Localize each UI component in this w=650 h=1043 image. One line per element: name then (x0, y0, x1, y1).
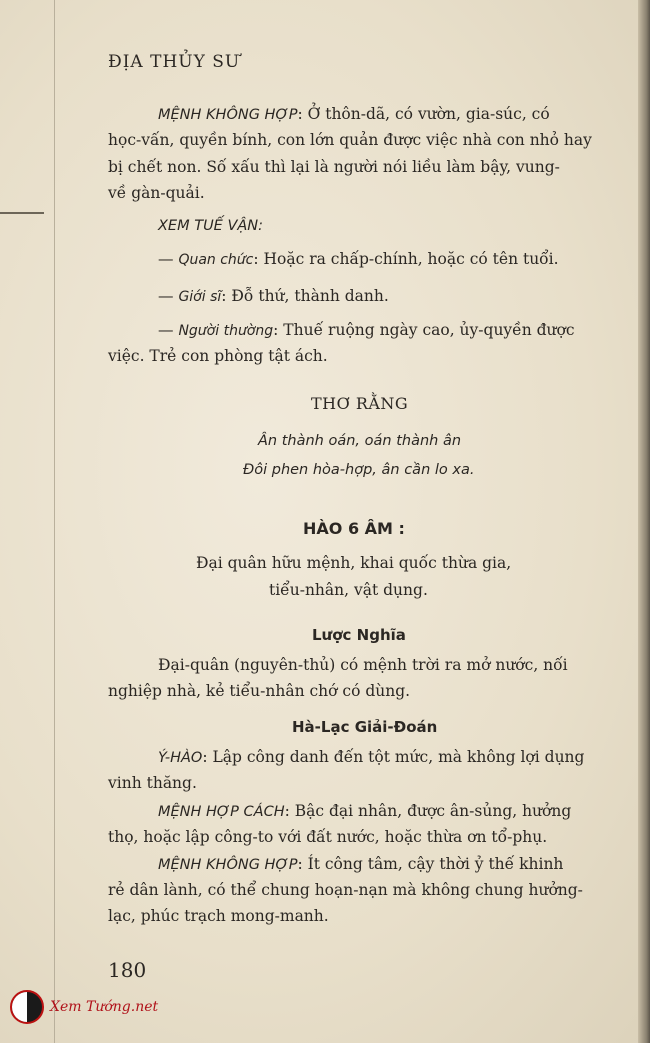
poem-line: Đôi phen hòa-hợp, ân cần lo xa. (243, 462, 475, 478)
subsection-title: XEM TUẾ VẬN: (158, 218, 264, 234)
page-number: 180 (108, 958, 147, 982)
page-fold-line (54, 0, 55, 1043)
paragraph-line: lạc, phúc trạch mong-manh. (108, 907, 329, 925)
paragraph-line: MỆNH KHÔNG HỢP: Ít công tâm, cậy thời ỷ thế khinh (158, 855, 564, 873)
paragraph-line: thọ, hoặc lập công-to với đất nước, hoặc thừa ơn tổ-phụ. (108, 828, 548, 846)
paragraph-line: MỆNH KHÔNG HỢP: Ở thôn-dã, có vườn, gia-súc, có (158, 105, 550, 123)
section-heading: Lược Nghĩa (312, 626, 406, 644)
section-heading: Hà-Lạc Giải-Đoán (292, 718, 438, 736)
list-item: — Quan chức: Hoặc ra chấp-chính, hoặc có tên tuổi. (158, 250, 559, 268)
verse-line: tiểu-nhân, vật dụng. (269, 581, 428, 599)
paragraph-line: vinh thăng. (108, 774, 197, 792)
watermark-text: Xem Tướng.net (50, 999, 159, 1015)
paragraph-line: học-vấn, quyền bính, con lớn quản được việc nhà con nhỏ hay (108, 131, 592, 149)
list-item: — Giới sĩ: Đỗ thứ, thành danh. (158, 287, 389, 305)
list-item: — Người thường: Thuế ruộng ngày cao, ủy-quyền được (158, 321, 575, 339)
section-heading: HÀO 6 ÂM : (303, 519, 405, 538)
running-title: ĐỊA THỦY SƯ (108, 52, 241, 72)
paragraph-line: Đại-quân (nguyên-thủ) có mệnh trời ra mở nước, nối (158, 656, 568, 674)
yin-yang-icon (10, 990, 44, 1024)
paragraph-line: rẻ dân lành, có thể chung hoạn-nạn mà không chung hưởng- (108, 881, 583, 899)
paragraph-line: việc. Trẻ con phòng tật ách. (108, 347, 328, 365)
paragraph-line: bị chết non. Số xấu thì lại là người nói liều làm bậy, vung- (108, 158, 560, 176)
binding-shadow (638, 0, 650, 1043)
paragraph-line: MỆNH HỢP CÁCH: Bậc đại nhân, được ân-sủng, hưởng (158, 802, 572, 820)
paragraph-line: về gàn-quải. (108, 184, 205, 202)
poem-title: THƠ RẰNG (311, 394, 409, 413)
verse-line: Đại quân hữu mệnh, khai quốc thừa gia, (196, 554, 512, 572)
site-logo[interactable] (10, 990, 158, 1024)
paragraph-line: nghiệp nhà, kẻ tiểu-nhân chớ có dùng. (108, 682, 411, 700)
margin-mark (0, 212, 44, 214)
poem-line: Ân thành oán, oán thành ân (258, 433, 462, 449)
section-label: MỆNH KHÔNG HỢP (158, 107, 298, 123)
paragraph-line: Ý-HÀO: Lập công danh đến tột mức, mà không lợi dụng (158, 748, 585, 766)
